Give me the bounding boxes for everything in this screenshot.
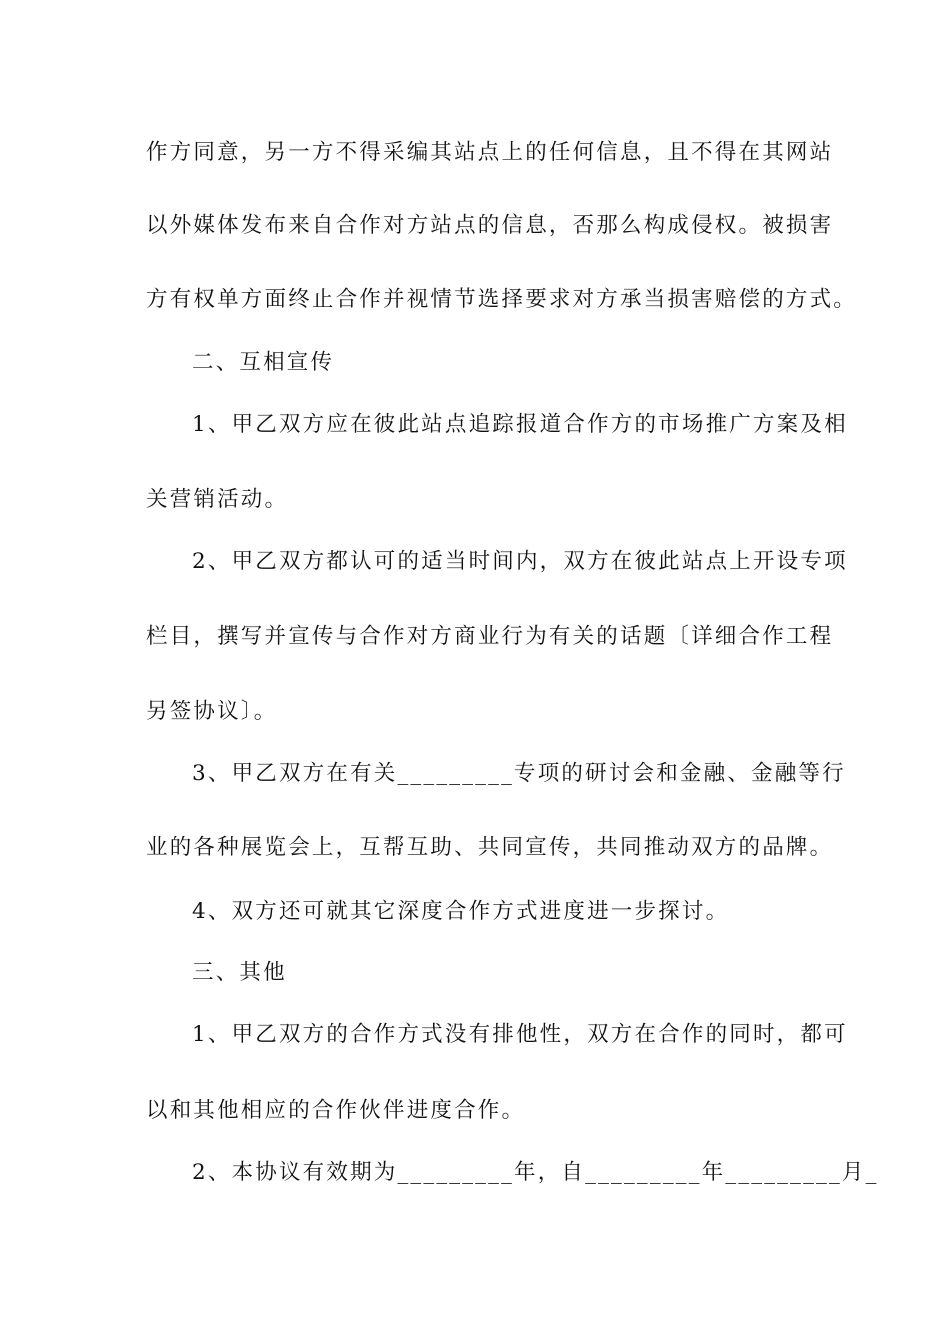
paragraph-line: 业的各种展览会上，互帮互助、共同宣传，共同推动双方的品牌。 xyxy=(146,835,834,860)
paragraph-line: 以和其他相应的合作伙伴进度合作。 xyxy=(146,1098,526,1123)
paragraph-line: 4、双方还可就其它深度合作方式进度进一步探讨。 xyxy=(192,899,730,924)
paragraph-line: 3、甲乙双方在有关_________专项的研讨会和金融、金融等行 xyxy=(192,761,846,786)
paragraph-line: 方有权单方面终止合作并视情节选择要求对方承当损害赔偿的方式。 xyxy=(146,287,858,312)
paragraph-line: 关营销活动。 xyxy=(146,487,289,512)
paragraph-line: 另签协议〕。 xyxy=(146,699,278,724)
paragraph-line: 以外媒体发布来自合作对方站点的信息，否那么构成侵权。被损害 xyxy=(146,213,834,238)
paragraph-line: 栏目，撰写并宣传与合作对方商业行为有关的话题〔详细合作工程 xyxy=(146,624,834,649)
paragraph-line: 作方同意，另一方不得采编其站点上的任何信息，且不得在其网站 xyxy=(146,140,834,165)
paragraph-line: 2、本协议有效期为_________年，自_________年_________月_ xyxy=(192,1160,879,1185)
paragraph-line: 1、甲乙双方应在彼此站点追踪报道合作方的市场推广方案及相 xyxy=(192,412,848,437)
paragraph-line: 1、甲乙双方的合作方式没有排他性，双方在合作的同时，都可 xyxy=(192,1022,848,1047)
paragraph-line: 2、甲乙双方都认可的适当时间内，双方在彼此站点上开设专项 xyxy=(192,549,848,574)
section-heading: 三、其他 xyxy=(192,960,287,985)
section-heading: 二、互相宣传 xyxy=(192,350,335,375)
